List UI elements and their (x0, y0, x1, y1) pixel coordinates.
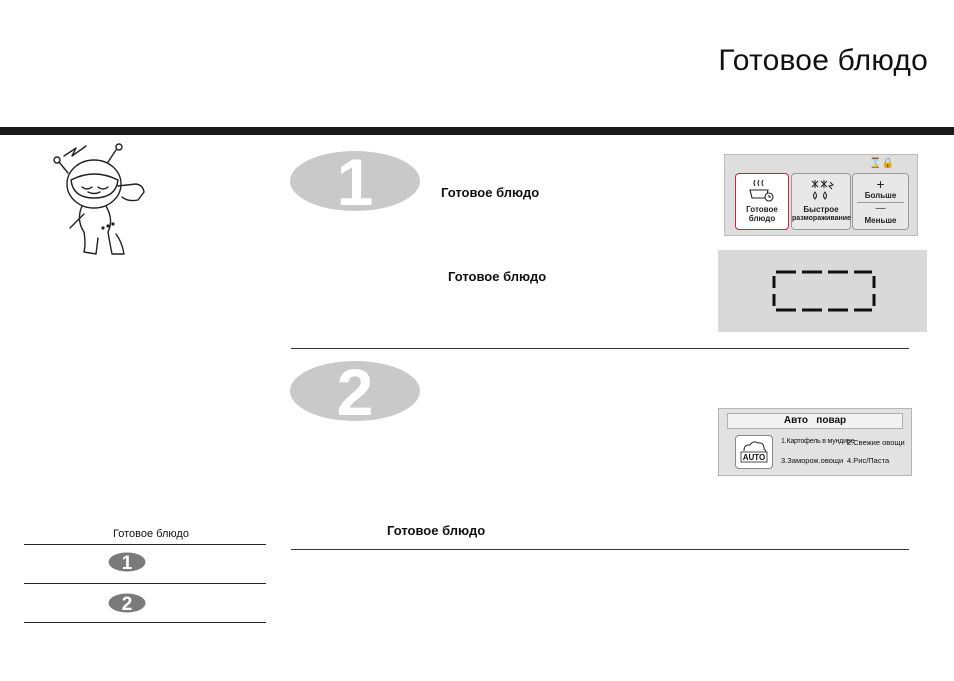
auto-cook-panel-title: Авто повар (727, 413, 903, 429)
step-1-display-label: Готовое блюдо (448, 269, 547, 284)
auto-cook-label-1: Готовое (746, 205, 778, 214)
timer-lock-icons: ⌛🔒 (869, 158, 894, 169)
step-1-number: 1 (336, 150, 374, 212)
auto-cook-label-2: блюдо (748, 214, 776, 223)
step-2-badge (289, 360, 421, 422)
header-rule (0, 127, 954, 135)
table-rule (24, 583, 266, 584)
option-3: 3.Заморож.овощи (781, 456, 844, 465)
mascot-illustration (46, 140, 156, 265)
step-divider (291, 348, 909, 349)
page-title: Готовое блюдо (718, 44, 928, 77)
minus-icon: — (875, 203, 886, 214)
step-1-badge (289, 150, 421, 212)
more-label: Больше (864, 191, 897, 200)
section-bottom-rule (291, 549, 909, 550)
table-row-2-number: 2 (121, 594, 133, 613)
auto-cook-button[interactable] (735, 173, 789, 230)
less-label: Меньше (864, 216, 897, 225)
quick-defrost-button[interactable] (791, 173, 851, 230)
auto-cook-panel (718, 408, 912, 476)
more-less-button[interactable] (852, 173, 909, 230)
table-row-2-badge (108, 593, 146, 613)
table-row-1-badge (108, 552, 146, 572)
step-2-bottom-label: Готовое блюдо (387, 523, 486, 538)
display-panel (718, 250, 927, 332)
step-2-number: 2 (336, 360, 374, 422)
auto-button[interactable] (735, 435, 773, 469)
auto-badge: AUTO (742, 453, 766, 462)
option-2: 2.Свежие овощи (847, 438, 905, 447)
table-rule (24, 544, 266, 545)
control-panel (724, 154, 918, 236)
option-1: 1.Картофель в мундире (781, 438, 855, 445)
pot-clock-icon (747, 178, 775, 202)
plus-icon: + (876, 176, 885, 192)
dashed-display-icon (772, 270, 876, 312)
table-rule (24, 622, 266, 623)
table-row-1-number: 1 (121, 553, 133, 572)
defrost-label-1: Быстрое (803, 205, 839, 214)
step-1-instruction-label: Готовое блюдо (441, 185, 540, 200)
defrost-label-2: размораживание (792, 215, 851, 222)
option-4: 4.Рис/Паста (847, 456, 890, 465)
snowflake-drops-icon (808, 178, 836, 202)
sidebar-table-header: Готовое блюдо (113, 528, 189, 540)
